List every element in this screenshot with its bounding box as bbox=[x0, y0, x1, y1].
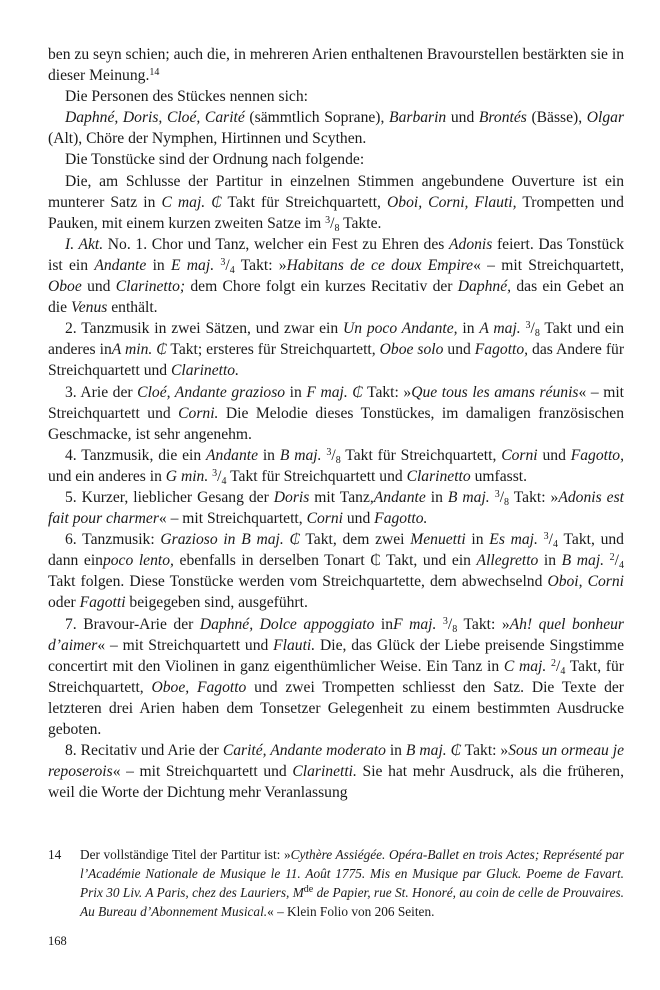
text-run: Die, das Glück der Liebe preisende Singstimme concertirt mit den Violinen in ganz eigenthümlicher Weise. Ein Tanz in bbox=[48, 636, 624, 675]
paragraph bbox=[48, 149, 624, 170]
italic-run: Flauti. bbox=[273, 636, 316, 654]
italic-run: Brontés bbox=[478, 109, 527, 127]
italic-run: Olgar bbox=[586, 109, 625, 127]
text-run: Takt und ein anderes in bbox=[48, 320, 624, 359]
italic-run: Fagotti bbox=[79, 594, 126, 612]
text-run: 2. Tanzmusik in zwei Sätzen, und zwar ein bbox=[65, 320, 343, 338]
text-run: ben zu seyn schien; auch die, in mehreren Arien enthaltenen Bravourstellen bestärkten sie in dieser Meinung. bbox=[48, 46, 624, 85]
text-run: / bbox=[530, 320, 535, 338]
text-run: / bbox=[555, 657, 561, 675]
paragraph bbox=[48, 234, 624, 318]
italic-run: Clarinetti. bbox=[292, 763, 357, 781]
text-run: 5. Kurzer, lieblicher Gesang der bbox=[65, 488, 274, 506]
italic-run: Andante bbox=[94, 256, 147, 274]
text-run: Takt für Streichquartett und bbox=[226, 467, 407, 485]
italic-run: I. Akt. bbox=[65, 235, 104, 253]
italic-run: B maj. bbox=[447, 488, 490, 506]
subscript: 8 bbox=[504, 496, 510, 508]
italic-run: G min. bbox=[165, 467, 209, 485]
text-run: Die Personen des Stückes nennen sich: bbox=[65, 88, 308, 106]
text-run: « – mit Streichquartett und bbox=[48, 383, 625, 422]
text-run: (sämmtlich Soprane), bbox=[244, 109, 390, 127]
superscript: 2 bbox=[550, 657, 556, 669]
footnote bbox=[48, 845, 624, 921]
text-run: (Alt), Chöre der Nymphen, Hirtinnen und Scythen. bbox=[48, 130, 367, 148]
text-run: / bbox=[217, 467, 222, 485]
italic-run: Oboi, Corni bbox=[547, 573, 624, 591]
text-run: in bbox=[538, 552, 562, 570]
text-run: beigegeben sind, ausgeführt. bbox=[125, 594, 308, 612]
italic-run: Un poco Andante, bbox=[342, 320, 458, 338]
paragraph bbox=[48, 318, 624, 381]
paragraph bbox=[48, 107, 624, 149]
italic-run: Allegretto bbox=[476, 552, 539, 570]
text-run: Takt folgen. Diese Tonstücke werden vom Streichquartette, dem abwechselnd bbox=[48, 573, 548, 591]
italic-run: Oboi, Corni, Flauti, bbox=[387, 193, 517, 211]
text-run: enthält. bbox=[107, 299, 158, 317]
italic-run: poco lento, bbox=[102, 552, 174, 570]
paragraph bbox=[48, 445, 624, 487]
text-run: in bbox=[425, 488, 448, 506]
superscript: 2 bbox=[609, 552, 615, 564]
text-run: in bbox=[385, 742, 406, 760]
italic-run: Barbarin bbox=[389, 109, 447, 127]
text-run: Takt: » bbox=[461, 742, 509, 760]
body-text bbox=[48, 44, 624, 803]
text-run: und bbox=[446, 109, 479, 127]
italic-run: Sous un ormeau je reposerois bbox=[48, 742, 624, 781]
italic-run: Grazioso in B maj. ₵ bbox=[160, 531, 300, 549]
italic-run: Corni bbox=[306, 510, 343, 528]
italic-run: Fagotto. bbox=[374, 510, 428, 528]
text-run: in bbox=[285, 383, 307, 401]
paragraph bbox=[48, 740, 624, 803]
footnote-text bbox=[80, 845, 624, 921]
text-run: 8. Recitativ und Arie der bbox=[65, 742, 223, 760]
italic-run: Fagotto, bbox=[570, 446, 624, 464]
text-run: und ein anderes in bbox=[48, 467, 166, 485]
text-run: Takt, und dann ein bbox=[48, 531, 624, 570]
italic-run: A maj. bbox=[479, 320, 521, 338]
text-run: / bbox=[225, 256, 230, 274]
text-run: umfasst. bbox=[470, 467, 528, 485]
text-run: und bbox=[537, 446, 571, 464]
text-run: Takt für Streichquartett, bbox=[221, 193, 388, 211]
text-run: No. 1. Chor und Tanz, welcher ein Fest zu Ehren des bbox=[103, 235, 449, 253]
text-run: « – mit Streichquartett, bbox=[158, 510, 307, 528]
text-run: Der vollständige Titel der Partitur ist: » bbox=[80, 847, 291, 862]
paragraph bbox=[48, 382, 624, 445]
page-number: 168 bbox=[48, 934, 67, 948]
italic-run: Daphné, Dolce appoggiato bbox=[199, 615, 375, 633]
text-run: « – Klein Folio von 206 Seiten. bbox=[267, 904, 435, 919]
italic-run: Corni bbox=[501, 446, 538, 464]
text-run: / bbox=[614, 552, 619, 570]
text-run: dem Chore folgt ein kurzes Recitativ der bbox=[185, 278, 458, 296]
subscript: 4 bbox=[229, 264, 235, 276]
text-run: und bbox=[443, 341, 475, 359]
italic-run: Clarinetto; bbox=[115, 278, 186, 296]
italic-run: Que tous les amans réunis bbox=[411, 383, 579, 401]
text-run: / bbox=[331, 446, 336, 464]
text-run: 4. Tanzmusik, die ein bbox=[65, 446, 207, 464]
footnote-number: 14 bbox=[48, 847, 62, 862]
text-run: Sie hat mehr Ausdruck, als die früheren, weil die Worte der Dichtung mehr Veranlassung bbox=[48, 763, 624, 802]
text-run: ebenfalls in derselben Tonart ₵ Takt, und ein bbox=[173, 552, 477, 570]
superscript: 3 bbox=[442, 615, 448, 627]
paragraph bbox=[48, 614, 624, 741]
superscript: 14 bbox=[149, 67, 160, 79]
subscript: 8 bbox=[335, 454, 341, 466]
italic-run: Andante bbox=[206, 446, 258, 464]
text-run: Takt, für Streichquartett, bbox=[48, 657, 624, 696]
italic-run: B maj. bbox=[279, 446, 322, 464]
italic-run: A min. ₵ bbox=[111, 341, 167, 359]
italic-run: Clarinetto bbox=[406, 467, 471, 485]
subscript: 4 bbox=[560, 665, 566, 677]
paragraph bbox=[48, 44, 624, 86]
subscript: 8 bbox=[452, 623, 458, 635]
italic-run: Venus bbox=[70, 299, 108, 317]
text-run: « – mit Streichquartett und bbox=[112, 763, 293, 781]
italic-run: Daphné, bbox=[457, 278, 512, 296]
italic-run: Cloé, Andante grazioso bbox=[137, 383, 286, 401]
italic-run: Carité, Andante moderato bbox=[222, 742, 386, 760]
text-run: « – mit Streichquartett, bbox=[473, 256, 624, 274]
italic-run: F maj. ₵ bbox=[306, 383, 363, 401]
subscript: 8 bbox=[334, 222, 340, 234]
italic-run: B maj. ₵ bbox=[405, 742, 462, 760]
text-run: Takt: » bbox=[457, 615, 510, 633]
text-run: in bbox=[146, 256, 171, 274]
text-run: Takt; ersteres für Streichquartett, bbox=[166, 341, 380, 359]
text-run: (Bässe), bbox=[526, 109, 587, 127]
italic-run: Menuetti bbox=[410, 531, 466, 549]
superscript: 3 bbox=[326, 446, 332, 458]
paragraph bbox=[48, 529, 624, 613]
subscript: 4 bbox=[553, 539, 559, 551]
italic-run: Adonis bbox=[449, 235, 493, 253]
italic-run: Cythère Assiégée. Opéra-Ballet en trois Actes; Représenté par l’Académie Nationale de Musique le 11. Août 1775. Mis en Musique par Gluck. Poeme de Favart. Prix 30 Liv. A Paris, chez des Lauriers, M bbox=[80, 847, 624, 900]
text-run: feiert. Das Tonstück ist ein bbox=[48, 235, 624, 274]
text-run: Die Melodie dieses Tonstückes, im damaligen französischen Geschmacke, ist sehr angenehm. bbox=[48, 404, 625, 443]
text-run: 7. Bravour-Arie der bbox=[65, 615, 200, 633]
page-body bbox=[48, 44, 624, 803]
superscript: 3 bbox=[220, 256, 226, 268]
subscript: 4 bbox=[618, 560, 624, 572]
text-run: und zwei Trompetten schliesst den Satz. Die Texte der letzteren drei Arien haben dem Tonsetzer Gelegenheit zu einem bestimmten Ausdrucke geboten. bbox=[48, 678, 624, 738]
text-run: Takt für Streichquartett, bbox=[340, 446, 502, 464]
italic-run: Ah! quel bonheur d’aimer bbox=[48, 615, 625, 654]
subscript: 8 bbox=[534, 328, 540, 340]
text-run: mit Tanz, bbox=[309, 488, 374, 506]
paragraph bbox=[48, 86, 624, 107]
text-run: Takt: » bbox=[234, 256, 287, 274]
text-run: in bbox=[465, 531, 490, 549]
italic-run: Corni. bbox=[178, 404, 219, 422]
italic-run: Fagotto, bbox=[474, 341, 529, 359]
superscript: 3 bbox=[543, 531, 549, 543]
italic-run: de Papier, rue St. Honoré, au coin de celle de Prouvaires. Au Bureau d’Abonnement Musical. bbox=[80, 885, 624, 919]
text-run: / bbox=[447, 615, 453, 633]
superscript: 3 bbox=[525, 320, 531, 332]
italic-run: Oboe solo bbox=[379, 341, 444, 359]
text-run: und bbox=[342, 510, 375, 528]
superscript: 3 bbox=[325, 214, 331, 226]
superscript: 3 bbox=[494, 488, 500, 500]
italic-run: Habitans de ce doux Empire bbox=[286, 256, 474, 274]
italic-run: E maj. bbox=[171, 256, 215, 274]
text-run: das ein Gebet an die bbox=[48, 278, 625, 317]
italic-run: C maj. bbox=[503, 657, 547, 675]
text-run: « – mit Streichquartett und bbox=[97, 636, 274, 654]
text-run: in bbox=[457, 320, 480, 338]
italic-run: Doris bbox=[273, 488, 310, 506]
text-run: 6. Tanzmusik: bbox=[65, 531, 161, 549]
italic-run: F maj. bbox=[393, 615, 437, 633]
italic-run: B maj. bbox=[561, 552, 605, 570]
text-run: oder bbox=[48, 594, 80, 612]
paragraph bbox=[48, 171, 624, 234]
italic-run: Es maj. bbox=[489, 531, 538, 549]
italic-run: C maj. ₵ bbox=[161, 193, 222, 211]
italic-run: Adonis est fait pour charmer bbox=[48, 488, 624, 528]
italic-run: Daphné, Doris, Cloé, Carité bbox=[65, 109, 245, 127]
text-run: Takt, dem zwei bbox=[299, 531, 411, 549]
paragraph bbox=[48, 487, 624, 529]
italic-run: Andante bbox=[373, 488, 426, 506]
italic-run: Oboe, Fagotto bbox=[151, 678, 247, 696]
text-run: Takt: » bbox=[509, 488, 559, 506]
italic-run: Oboe bbox=[48, 278, 82, 296]
text-run: Die, am Schlusse der Partitur in einzelnen Stimmen angebundene Ouverture ist ein munterer Satz in bbox=[48, 172, 624, 211]
text-run: in bbox=[258, 446, 280, 464]
text-run: / bbox=[499, 488, 505, 506]
text-run: 3. Arie der bbox=[65, 383, 138, 401]
text-run: / bbox=[330, 214, 335, 232]
superscript: de bbox=[303, 884, 314, 895]
text-run: und bbox=[81, 278, 116, 296]
text-run: Die Tonstücke sind der Ordnung nach folgende: bbox=[65, 151, 365, 169]
text-run: Trompetten und Pauken, mit einem kurzen zweiten Satze im bbox=[48, 193, 624, 232]
text-run: Takt: » bbox=[362, 383, 412, 401]
superscript: 3 bbox=[212, 467, 218, 479]
text-run: das Andere für Streichquartett und bbox=[48, 341, 625, 380]
text-run: in bbox=[374, 615, 394, 633]
italic-run: Clarinetto. bbox=[170, 362, 239, 380]
text-run: Takte. bbox=[339, 214, 382, 232]
subscript: 4 bbox=[221, 475, 227, 487]
text-run: / bbox=[548, 531, 554, 549]
